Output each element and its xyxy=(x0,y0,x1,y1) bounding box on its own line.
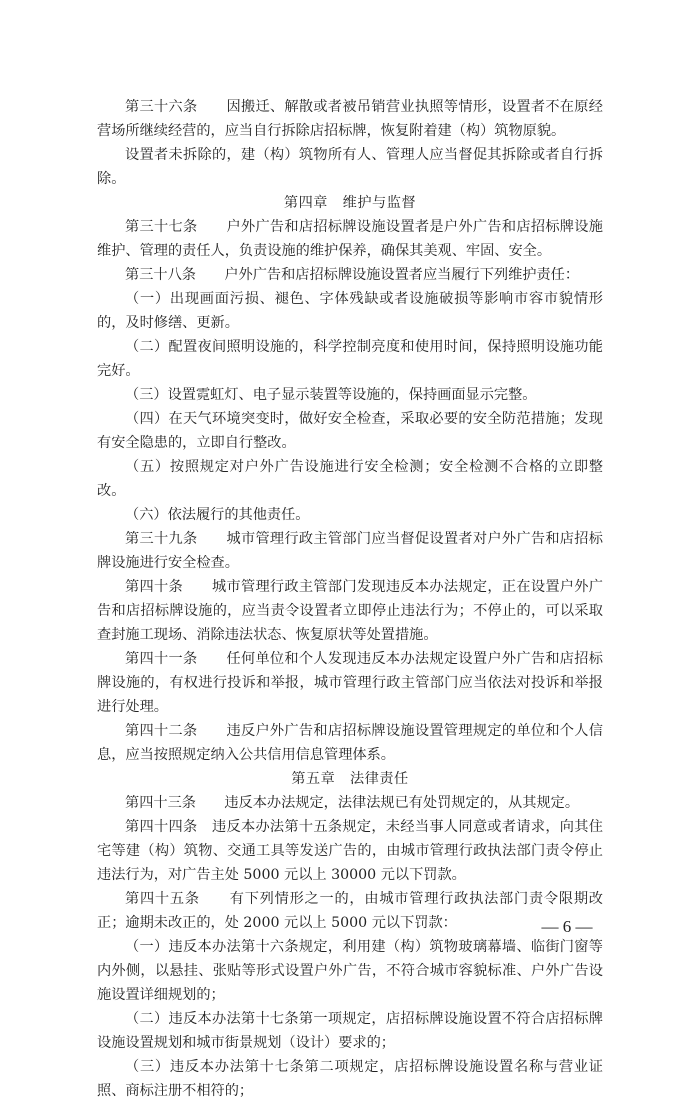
article-paragraph: 第三十八条 户外广告和店招标牌设施设置者应当履行下列维护责任： xyxy=(125,267,580,283)
article-paragraph: 第三十九条 城市管理行政主管部门应当督促设置者对户外广告和店招标牌设施进行安全检查。 xyxy=(97,531,603,571)
article-paragraph: （一）违反本办法第十六条规定，利用建（构）筑物玻璃幕墙、临街门窗等内外侧，以悬挂、张贴等形式设置户外广告，不符合城市容貌标准、户外广告设施设置详细规划的； xyxy=(97,939,603,1003)
article-paragraph: 设置者未拆除的，建（构）筑物所有人、管理人应当督促其拆除或者自行拆除。 xyxy=(97,147,603,187)
article-paragraph: （四）在天气环境突变时，做好安全检查，采取必要的安全防范措施；发现有安全隐患的，立即自行整改。 xyxy=(97,411,603,451)
chapter-heading-wrap xyxy=(97,767,603,791)
page-number: — 6 — xyxy=(541,917,593,936)
article-paragraph: （五）按照规定对户外广告设施进行安全检测；安全检测不合格的立即整改。 xyxy=(97,459,603,499)
article-paragraph: 第四十二条 违反户外广告和店招标牌设施设置管理规定的单位和个人信息，应当按照规定纳入公共信用信息管理体系。 xyxy=(97,723,603,763)
article-paragraph: 第四十条 城市管理行政主管部门发现违反本办法规定，正在设置户外广告和店招标牌设施的，应当责令设置者立即停止违法行为；不停止的，可以采取查封施工现场、消除违法状态、恢复原状等处置措施。 xyxy=(97,579,603,643)
article-paragraph: 第三十六条 因搬迁、解散或者被吊销营业执照等情形，设置者不在原经营场所继续经营的，应当自行拆除店招标牌，恢复附着建（构）筑物原貌。 xyxy=(97,99,603,139)
article-paragraph: （二）违反本办法第十七条第一项规定，店招标牌设施设置不符合店招标牌设施设置规划和城市街景规划（设计）要求的； xyxy=(97,1011,603,1051)
article-paragraph: （六）依法履行的其他责任。 xyxy=(125,507,310,523)
article-paragraph: 第四十五条 有下列情形之一的，由城市管理行政执法部门责令限期改正；逾期未改正的，处 2000 元以上 5000 元以下罚款： xyxy=(97,891,603,931)
document-body xyxy=(97,95,603,1103)
article-paragraph: （三）设置霓虹灯、电子显示装置等设施的，保持画面显示完整。 xyxy=(125,387,537,403)
chapter-heading: 第四章 维护与监督 xyxy=(283,195,417,211)
article-paragraph: 第四十四条 违反本办法第十五条规定，未经当事人同意或者请求，向其住宅等建（构）筑物、交通工具等发送广告的，由城市管理行政执法部门责令停止违法行为，对广告主处 5000 元以上 30000 元以下罚款。 xyxy=(97,819,603,883)
article-paragraph: （二）配置夜间照明设施的，科学控制亮度和使用时间，保持照明设施功能完好。 xyxy=(97,339,603,379)
article-paragraph: 第四十三条 违反本办法规定，法律法规已有处罚规定的，从其规定。 xyxy=(125,795,580,811)
article-paragraph: （三）违反本办法第十七条第二项规定，店招标牌设施设置名称与营业证照、商标注册不相符的； xyxy=(97,1059,603,1099)
article-paragraph: 第三十七条 户外广告和店招标牌设施设置者是户外广告和店招标牌设施维护、管理的责任人，负责设施的维护保养，确保其美观、牢固、安全。 xyxy=(97,219,603,259)
chapter-heading-wrap xyxy=(97,191,603,215)
article-paragraph: （一）出现画面污损、褪色、字体残缺或者设施破损等影响市容市貌情形的，及时修缮、更新。 xyxy=(97,291,603,331)
chapter-heading: 第五章 法律责任 xyxy=(291,771,409,787)
article-paragraph: 第四十一条 任何单位和个人发现违反本办法规定设置户外广告和店招标牌设施的，有权进行投诉和举报，城市管理行政主管部门应当依法对投诉和举报进行处理。 xyxy=(97,651,603,715)
